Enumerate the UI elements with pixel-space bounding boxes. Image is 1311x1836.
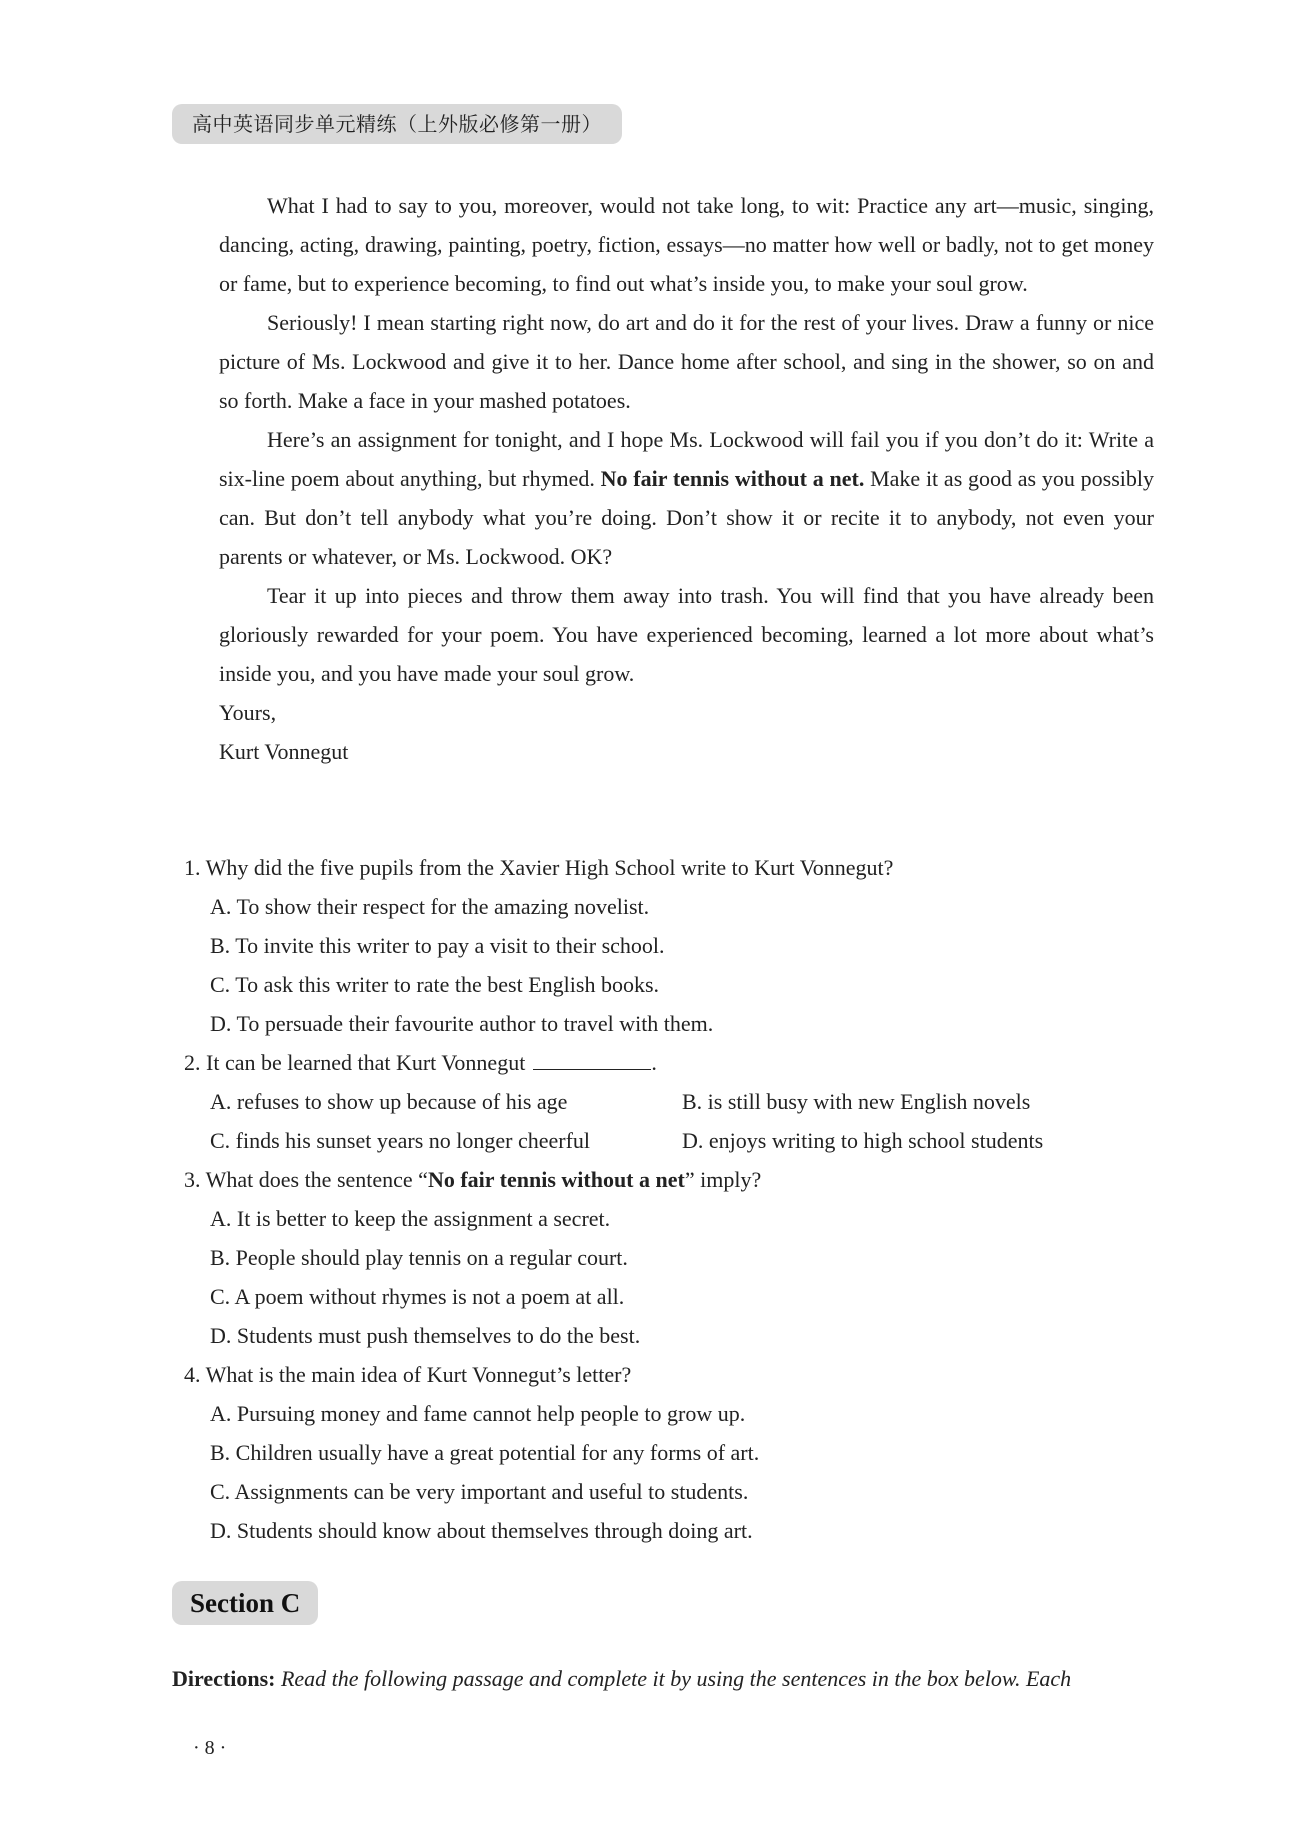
highlighted-sentence: No fair tennis without a net. xyxy=(600,466,865,491)
question-3-text-end: ” imply? xyxy=(684,1167,762,1192)
question-2-options-row-2 xyxy=(210,1121,1154,1160)
question-2-option-c: C. finds his sunset years no longer cheerful xyxy=(210,1128,591,1153)
question-4-option-d: D. Students should know about themselves through doing art. xyxy=(210,1518,753,1543)
letter-signature: Kurt Vonnegut xyxy=(219,739,349,764)
question-2-options-row-1 xyxy=(210,1082,1154,1121)
paragraph-3-text-start: Here’s an assignment for tonight, and I hope Ms. Lockwood will fail you if you don’t do it: Write a six-line poem about anything, but rhymed. xyxy=(219,427,1154,491)
passage-paragraph-2: Seriously! I mean starting right now, do art and do it for the rest of your lives. Draw a funny or nice picture of Ms. Lockwood and give it to her. Dance home after school, and sing in the shower, so on and so forth. Make a face in your mashed potatoes. xyxy=(219,310,1154,413)
question-1-stem: 1. Why did the five pupils from the Xavier High School write to Kurt Vonnegut? xyxy=(184,855,894,880)
question-2-stem xyxy=(184,1043,1154,1082)
directions-text: Read the following passage and complete it by using the sentences in the box below. Each xyxy=(275,1666,1072,1691)
question-3-option-d: D. Students must push themselves to do the best. xyxy=(210,1323,641,1348)
page-number: · 8 · xyxy=(193,1737,227,1759)
question-1-option-c: C. To ask this writer to rate the best English books. xyxy=(210,972,660,997)
question-3-option-b: B. People should play tennis on a regular court. xyxy=(210,1245,628,1270)
question-list xyxy=(184,848,1154,1550)
question-3-stem xyxy=(184,1160,1154,1199)
question-2-text: 2. It can be learned that Kurt Vonnegut xyxy=(184,1050,526,1075)
question-2-option-b: B. is still busy with new English novels xyxy=(682,1089,1031,1114)
directions-label: Directions: xyxy=(172,1666,276,1691)
question-4-option-a: A. Pursuing money and fame cannot help people to grow up. xyxy=(210,1401,746,1426)
question-1-option-b: B. To invite this writer to pay a visit to their school. xyxy=(210,933,665,958)
question-3-option-c: C. A poem without rhymes is not a poem at all. xyxy=(210,1284,625,1309)
question-2-option-a: A. refuses to show up because of his age xyxy=(210,1089,568,1114)
question-3-quoted-sentence: No fair tennis without a net xyxy=(427,1167,685,1192)
question-2-option-d: D. enjoys writing to high school students xyxy=(682,1128,1044,1153)
answer-blank xyxy=(533,1047,651,1070)
question-1-option-d: D. To persuade their favourite author to travel with them. xyxy=(210,1011,714,1036)
question-2-period: . xyxy=(651,1050,657,1075)
passage-paragraph-1: What I had to say to you, moreover, would not take long, to wit: Practice any art—music, singing, dancing, acting, drawing, painting, poetry, fiction, essays—no matter how well or badly, not to get money or fame, but to experience becoming, to find out what’s inside you, to make your soul grow. xyxy=(219,193,1154,296)
question-3-option-a: A. It is better to keep the assignment a secret. xyxy=(210,1206,611,1231)
letter-closing: Yours, xyxy=(219,700,277,725)
question-1-option-a: A. To show their respect for the amazing novelist. xyxy=(210,894,650,919)
question-4-option-c: C. Assignments can be very important and useful to students. xyxy=(210,1479,749,1504)
question-4-stem: 4. What is the main idea of Kurt Vonnegut’s letter? xyxy=(184,1362,632,1387)
paragraph-3-text-end: Make it as good as you possibly can. But don’t tell anybody what you’re doing. Don’t show it or recite it to anybody, not even your parents or whatever, or Ms. Lockwood. OK? xyxy=(219,466,1154,569)
header-title: 高中英语同步单元精练（上外版必修第一册） xyxy=(172,104,622,144)
question-3-text-start: 3. What does the sentence “ xyxy=(184,1167,428,1192)
reading-passage xyxy=(219,186,1154,771)
directions xyxy=(172,1661,1154,1697)
passage-paragraph-3 xyxy=(219,420,1154,576)
question-4-option-b: B. Children usually have a great potential for any forms of art. xyxy=(210,1440,760,1465)
section-heading: Section C xyxy=(172,1581,318,1625)
passage-paragraph-4: Tear it up into pieces and throw them away into trash. You will find that you have already been gloriously rewarded for your poem. You have experienced becoming, learned a lot more about what’s inside you, and you have made your soul grow. xyxy=(219,583,1154,686)
